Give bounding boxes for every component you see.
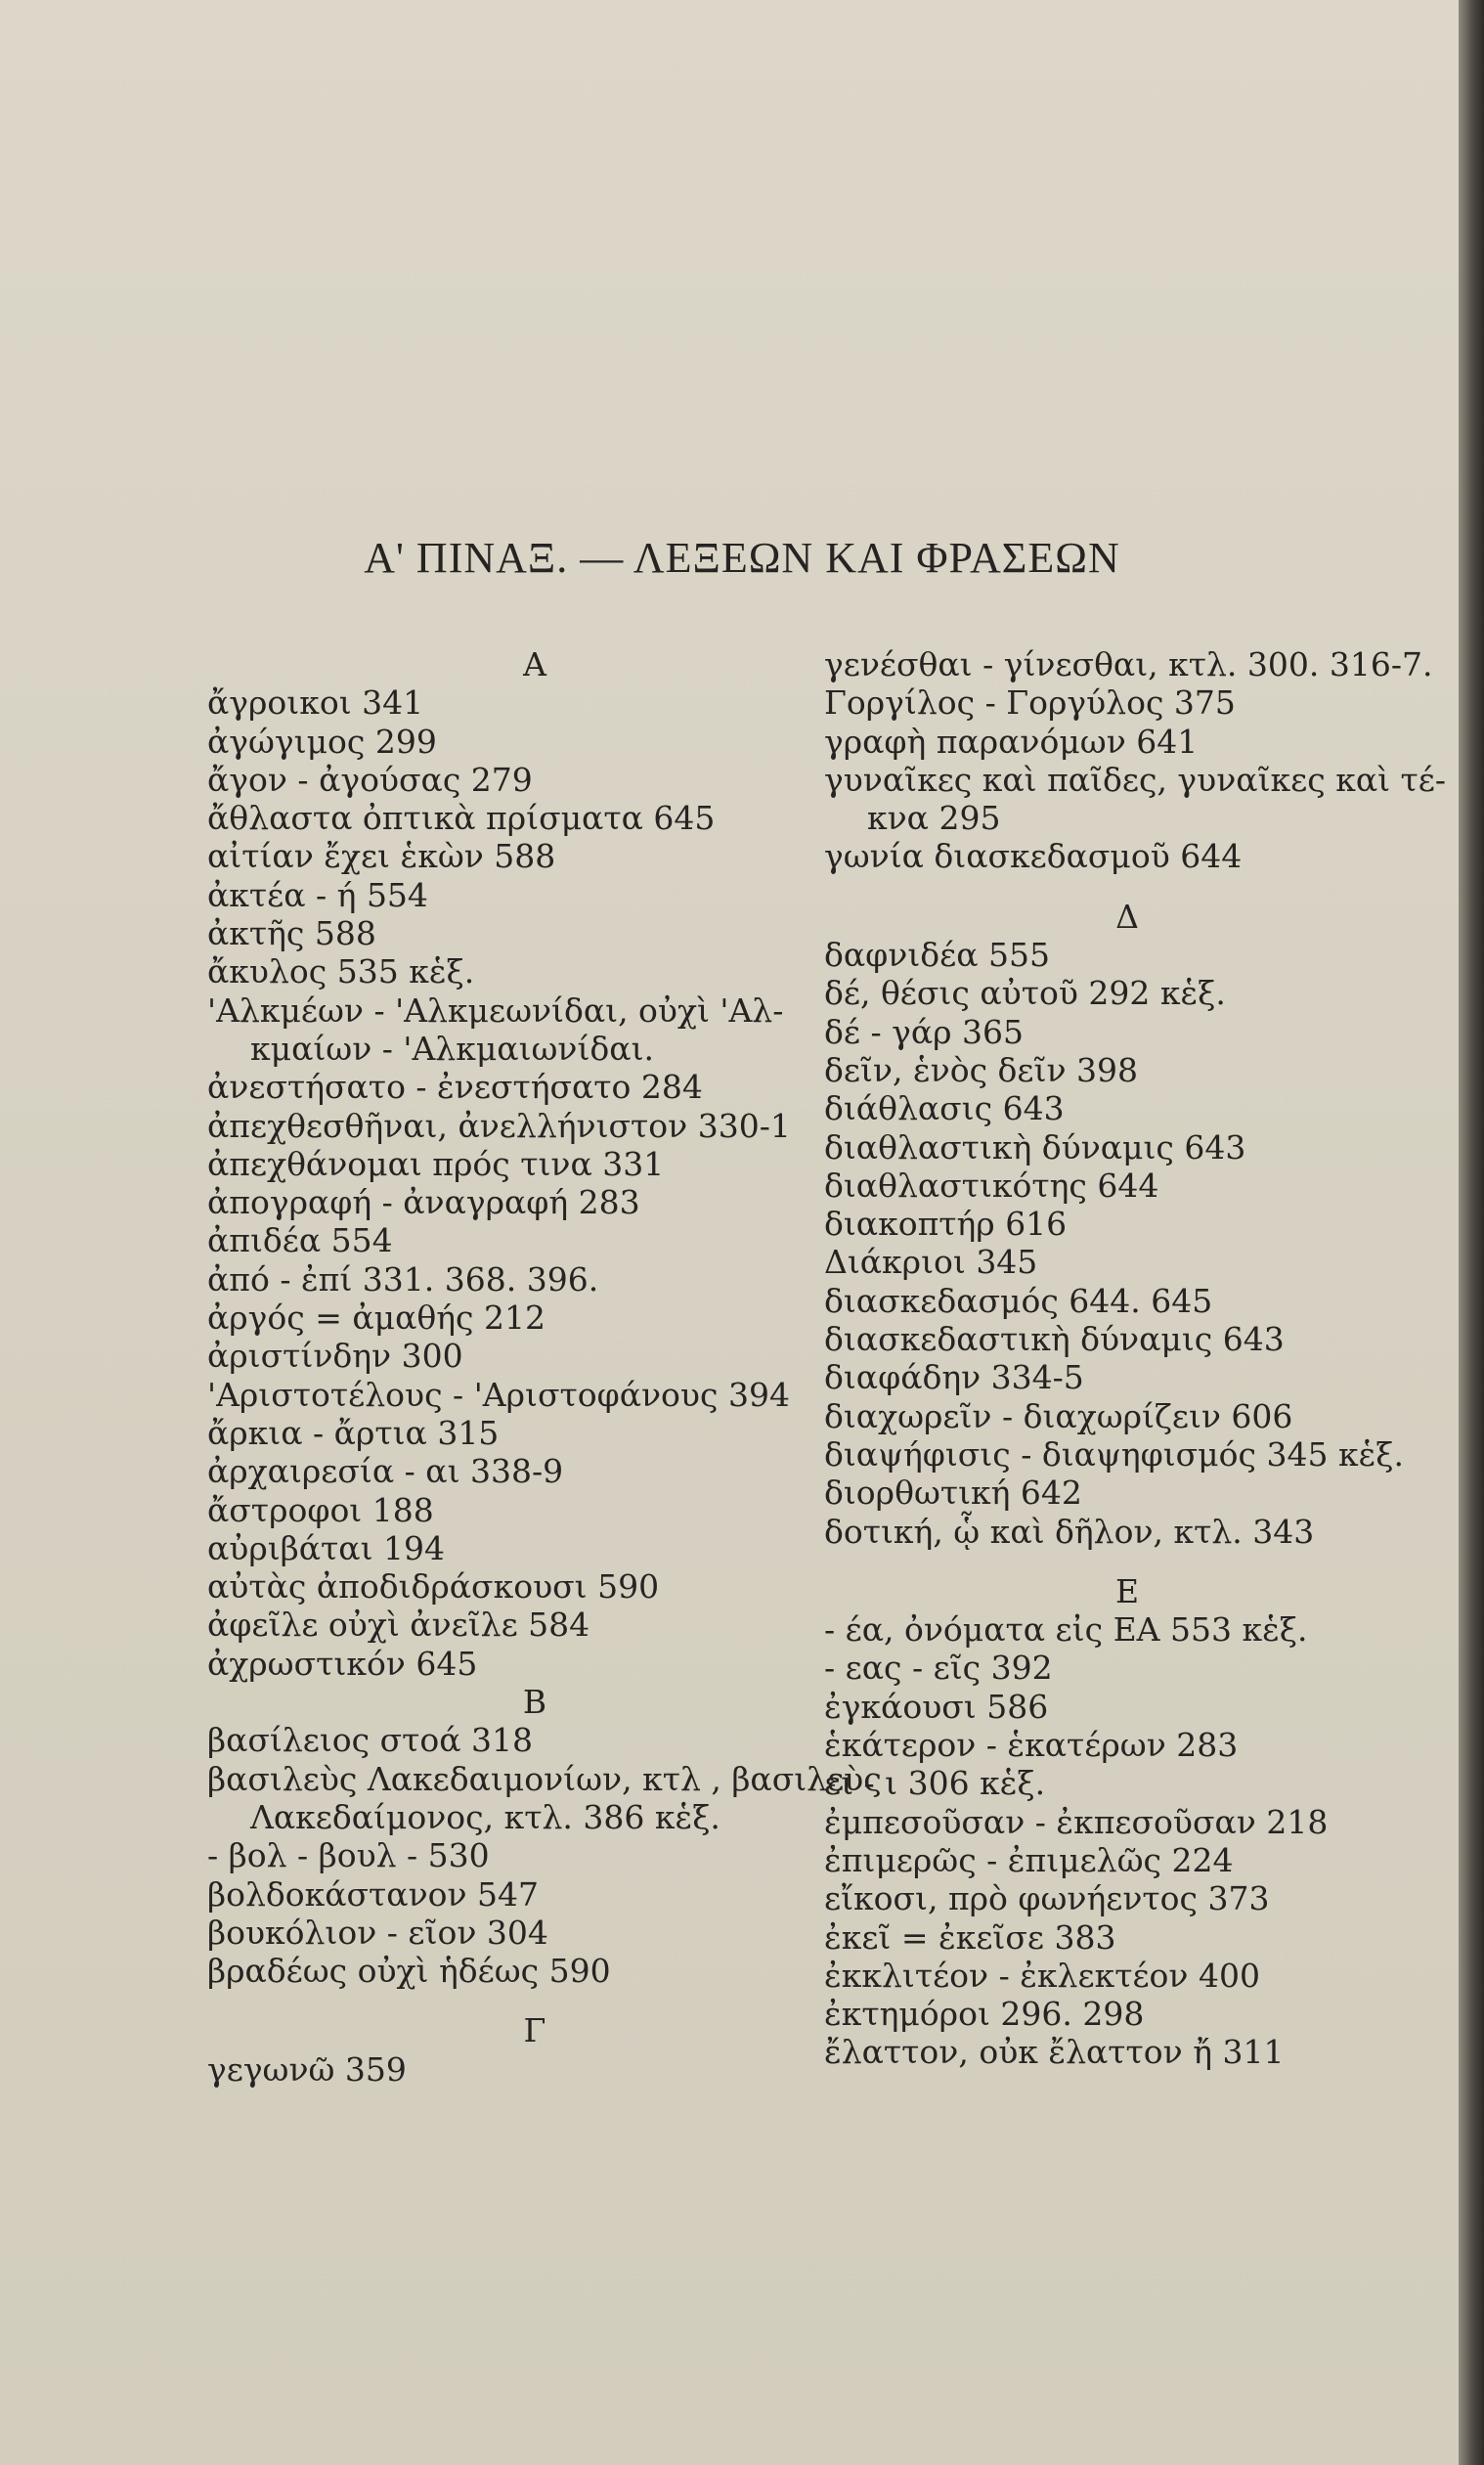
index-entry: διασκεδασμός 644. 645 xyxy=(824,1281,1213,1320)
section-heading-alpha: Α xyxy=(523,645,546,683)
index-entry-continuation: κμαίων - 'Αλκμαιωνίδαι. xyxy=(250,1029,654,1068)
index-entry: δεῖν, ἑνὸς δεῖν 398 xyxy=(824,1050,1138,1089)
index-entry: ἀριστίνδην 300 xyxy=(207,1337,463,1376)
index-entry: αὐτὰς ἀποδιδράσκουσι 590 xyxy=(207,1567,660,1607)
index-entry: αὐριβάται 194 xyxy=(207,1528,446,1567)
index-entry: ἀπό - ἐπί 331. 368. 396. xyxy=(207,1259,599,1299)
index-entry: ἐπιμερῶς - ἐπιμελῶς 224 xyxy=(824,1840,1234,1879)
section-heading-epsilon: Ε xyxy=(1114,1571,1140,1610)
index-entry: Γοργίλος - Γοργύλος 375 xyxy=(824,683,1236,723)
index-entry: ἀχρωστικόν 645 xyxy=(207,1644,478,1683)
section-heading-beta: Β xyxy=(522,1683,547,1722)
index-entry: ἄστροφοι 188 xyxy=(207,1490,434,1529)
index-entry: ει - ι 306 κἑξ. xyxy=(824,1764,1046,1803)
index-entry: διαχωρεῖν - διαχωρίζειν 606 xyxy=(824,1396,1293,1435)
index-entry: ἀρχαιρεσία - αι 338-9 xyxy=(207,1452,564,1491)
index-entry: ἄθλαστα ὀπτικὰ πρίσματα 645 xyxy=(207,799,716,838)
index-entry: γραφὴ παρανόμων 641 xyxy=(824,722,1199,761)
index-entry: δέ - γάρ 365 xyxy=(824,1012,1024,1051)
index-entry: βουκόλιον - εῖον 304 xyxy=(207,1913,548,1952)
index-entry: διαφάδην 334-5 xyxy=(824,1358,1084,1397)
index-entry: ἀπεχθεσθῆναι, ἀνελλήνιστον 330-1 xyxy=(207,1106,791,1145)
index-entry: ἄγροικοι 341 xyxy=(207,683,424,723)
index-entry: ἐμπεσοῦσαν - ἐκπεσοῦσαν 218 xyxy=(824,1802,1329,1841)
index-entry: ἄκυλος 535 κἑξ. xyxy=(207,952,475,991)
index-entry: 'Αριστοτέλους - 'Αριστοφάνους 394 xyxy=(207,1375,790,1414)
index-entry: αἰτίαν ἔχει ἑκὼν 588 xyxy=(207,837,556,876)
index-entry: βασίλειος στοά 318 xyxy=(207,1721,534,1760)
index-entry: ἀνεστήσατο - ἐνεστήσατο 284 xyxy=(207,1068,703,1107)
index-entry: διακοπτήρ 616 xyxy=(824,1205,1068,1244)
index-column-right xyxy=(824,645,1447,2072)
index-entry: βασιλεὺς Λακεδαιμονίων, κτλ , βασιλεὺς xyxy=(207,1759,882,1798)
index-entry: ἀφεῖλε οὐχὶ ἀνεῖλε 584 xyxy=(207,1606,590,1645)
index-entry: ἀπογραφή - ἀναγραφή 283 xyxy=(207,1183,640,1222)
index-entry: ἀκτέα - ή 554 xyxy=(207,875,428,914)
index-entry: ἀπεχθάνομαι πρός τινα 331 xyxy=(207,1144,665,1183)
index-entry: γωνία διασκεδασμοῦ 644 xyxy=(824,837,1243,876)
index-entry: ἐκτημόροι 296. 298 xyxy=(824,1995,1145,2034)
index-entry: διαψήφισις - διαψηφισμός 345 κἑξ. xyxy=(824,1434,1404,1474)
index-entry: διαθλαστικὴ δύναμις 643 xyxy=(824,1127,1246,1166)
index-entry: βραδέως οὐχὶ ἡδέως 590 xyxy=(207,1952,611,1991)
index-entry: ἀκτῆς 588 xyxy=(207,914,376,953)
index-entry: ἀπιδέα 554 xyxy=(207,1221,393,1260)
index-entry: ἀργός = ἀμαθής 212 xyxy=(207,1299,546,1338)
index-entry: διασκεδαστικὴ δύναμις 643 xyxy=(824,1320,1285,1359)
index-entry: ἔλαττον, οὐκ ἔλαττον ἤ 311 xyxy=(824,2033,1285,2072)
index-entry: εἴκοσι, πρὸ φωνήεντος 373 xyxy=(824,1879,1270,1918)
section-heading-delta: Δ xyxy=(1115,897,1139,936)
index-entry: βολδοκάστανον 547 xyxy=(207,1874,540,1914)
index-entry: ἐκεῖ = ἐκεῖσε 383 xyxy=(824,1917,1116,1957)
index-entry: - εας - εῖς 392 xyxy=(824,1649,1053,1688)
section-heading-gamma: Γ xyxy=(523,2011,546,2050)
index-column-left xyxy=(207,645,882,2089)
index-entry: ἐκκλιτέον - ἐκλεκτέον 400 xyxy=(824,1956,1260,1995)
index-entry: δέ, θέσις αὐτοῦ 292 κἑξ. xyxy=(824,974,1226,1013)
index-entry-continuation: κνα 295 xyxy=(867,799,1001,838)
index-entry: διαθλαστικότης 644 xyxy=(824,1166,1159,1205)
index-entry: - βολ - βουλ - 530 xyxy=(207,1836,490,1875)
index-entry: ἑκάτερον - ἑκατέρων 283 xyxy=(824,1726,1239,1765)
page-title: Α' ΠΙΝΑΞ. — ΛΕΞΕΩΝ ΚΑΙ ΦΡΑΣΕΩΝ xyxy=(364,534,1120,582)
index-entry: - έα, ὀνόματα εἰς ΕΑ 553 κἑξ. xyxy=(824,1610,1308,1650)
index-entry: 'Αλκμέων - 'Αλκμεωνίδαι, οὐχὶ 'Αλ- xyxy=(207,990,784,1030)
index-entry: διάθλασις 643 xyxy=(824,1089,1065,1128)
index-entry: ἄγον - ἀγούσας 279 xyxy=(207,760,533,799)
index-entry-continuation: Λακεδαίμονος, κτλ. 386 κἑξ. xyxy=(250,1797,720,1836)
index-entry: γεγωνῶ 359 xyxy=(207,2049,407,2089)
index-entry: γυναῖκες καὶ παῖδες, γυναῖκες καὶ τέ- xyxy=(824,760,1447,799)
book-spine-edge xyxy=(1459,0,1484,2465)
index-entry: ἀγώγιμος 299 xyxy=(207,722,437,761)
index-entry: Διάκριοι 345 xyxy=(824,1243,1038,1282)
index-entry: δοτική, ᾧ καὶ δῆλον, κτλ. 343 xyxy=(824,1512,1315,1551)
index-entry: διορθωτική 642 xyxy=(824,1474,1082,1513)
index-entry: ἐγκάουσι 586 xyxy=(824,1687,1049,1726)
index-entry: ἄρκια - ἄρτια 315 xyxy=(207,1413,500,1452)
index-entry: γενέσθαι - γίνεσθαι, κτλ. 300. 316-7. xyxy=(824,645,1433,683)
index-entry: δαφνιδέα 555 xyxy=(824,936,1050,975)
